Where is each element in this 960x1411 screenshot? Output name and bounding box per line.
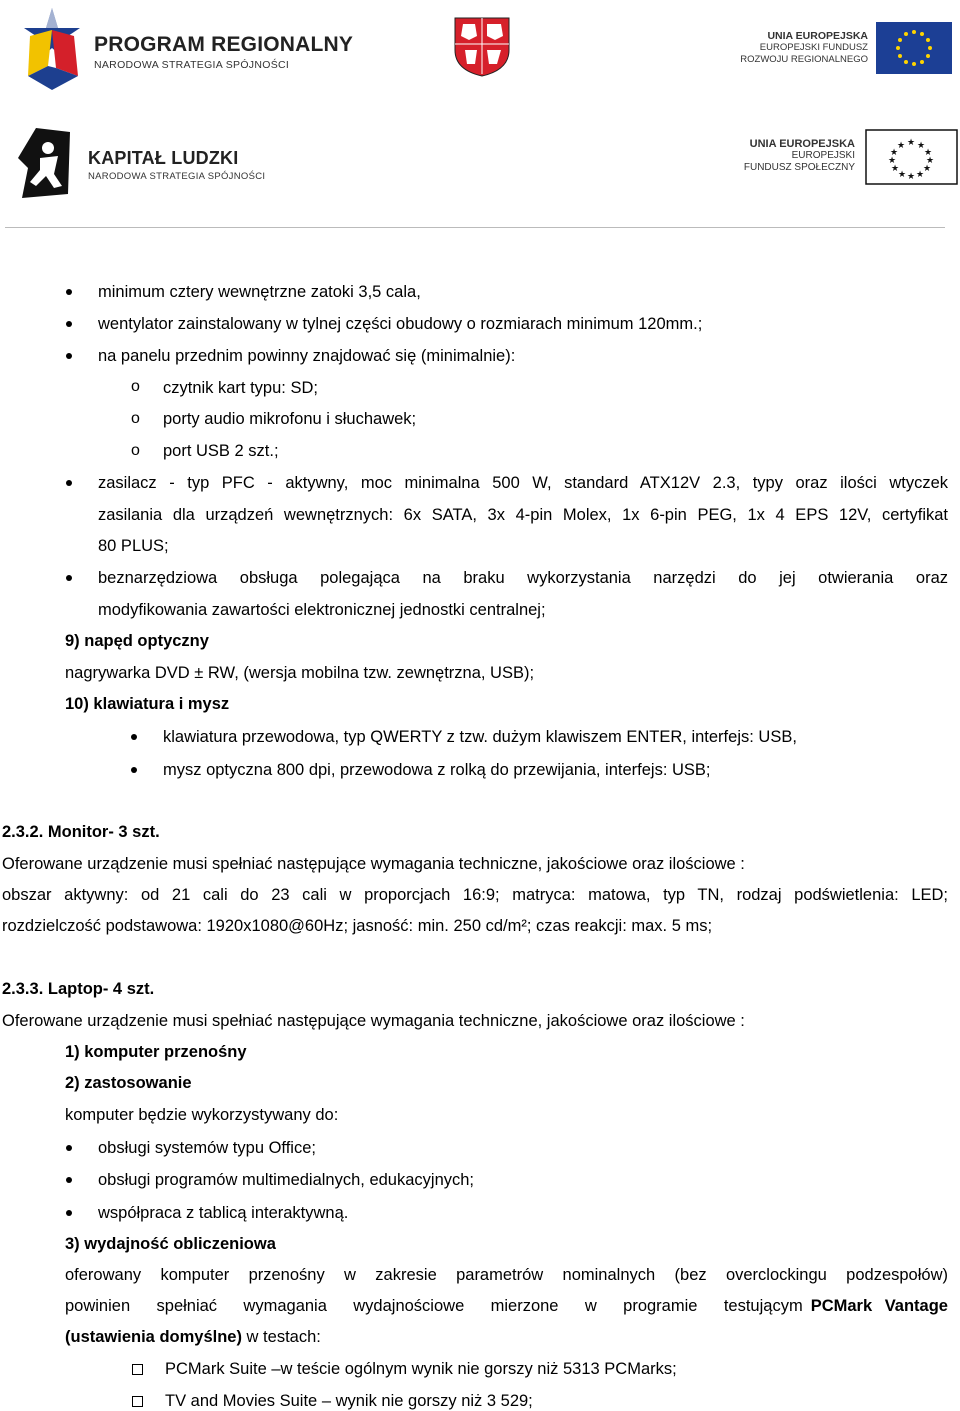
svg-text:★: ★ (889, 147, 899, 157)
list-item-line: 80 PLUS; (98, 537, 169, 555)
checkbox-square-icon (132, 1364, 143, 1375)
voivodeship-coat-of-arms-icon (453, 16, 511, 78)
paragraph-line: rozdzielczość podstawowa: 1920x1080@60Hz; jasność: min. 250 cd/m²; czas reakcji: max. 5 ms; (2, 917, 713, 935)
svg-text:★: ★ (925, 155, 935, 165)
kapital-ludzki-logo (18, 128, 265, 198)
paragraph-line (65, 1327, 321, 1347)
eu-esf-line2: EUROPEJSKI (791, 150, 855, 161)
svg-text:★: ★ (887, 155, 897, 165)
list-item-line: beznarzędziowa obsługa polegająca na braku wykorzystania narzędzi do jej otwierania oraz (98, 569, 948, 587)
program-subtitle: NARODOWA STRATEGIA SPÓJNOŚCI (94, 59, 290, 71)
program-regionalny-logo (22, 6, 353, 92)
subsection-heading: 2.3.3. Laptop- 4 szt. (2, 980, 155, 998)
subsection-heading: 2.3.2. Monitor- 3 szt. (2, 823, 160, 841)
paragraph: Oferowane urządzenie musi spełniać następujące wymagania techniczne, jakościowe oraz ilościowe : (2, 855, 745, 873)
eu-erdf-line2: EUROPEJSKI FUNDUSZ (759, 42, 868, 53)
bullet-dot (66, 321, 72, 327)
svg-text:★: ★ (923, 147, 933, 157)
sub-list-item: port USB 2 szt.; (163, 442, 279, 460)
test-item: PCMark Suite –w teście ogólnym wynik nie gorszy niż 5313 PCMarks; (165, 1360, 677, 1378)
eu-erdf-line3: ROZWOJU REGIONALNEGO (740, 54, 868, 65)
section-heading: 10) klawiatura i mysz (65, 695, 230, 713)
section-heading: 1) komputer przenośny (65, 1043, 247, 1061)
paragraph: nagrywarka DVD ± RW, (wersja mobilna tzw. zewnętrzna, USB); (65, 664, 535, 682)
bullet-dot (66, 353, 72, 359)
list-item: obsługi systemów typu Office; (98, 1139, 316, 1157)
paragraph-text: powinien spełniać wymagania wydajnościowe mierzone w programie testującym (65, 1297, 803, 1315)
paragraph: Oferowane urządzenie musi spełniać następujące wymagania techniczne, jakościowe oraz ilościowe : (2, 1012, 745, 1030)
list-item: klawiatura przewodowa, typ QWERTY z tzw. dużym klawiszem ENTER, interfejs: USB, (163, 728, 797, 746)
eu-flag-outline-icon (865, 129, 958, 185)
default-settings-label: (ustawienia domyślne) (65, 1328, 242, 1346)
paragraph: komputer będzie wykorzystywany do: (65, 1106, 339, 1124)
list-item: wentylator zainstalowany w tylnej części obudowy o rozmiarach minimum 120mm.; (98, 315, 703, 333)
bullet-dot (66, 289, 72, 295)
list-item-line: modyfikowania zawartości elektronicznej jednostki centralnej; (98, 601, 546, 619)
eu-esf-line3: FUNDUSZ SPOŁECZNY (743, 162, 855, 173)
bullet-dot (131, 734, 137, 740)
sub-list-item: czytnik kart typu: SD; (163, 379, 318, 397)
list-item: współpraca z tablicą interaktywną. (98, 1204, 349, 1222)
svg-text:★: ★ (896, 140, 906, 150)
svg-text:★: ★ (897, 169, 907, 179)
test-item: TV and Movies Suite – wynik nie gorszy niż 3 529; (165, 1392, 533, 1410)
eu-erdf-line1: UNIA EUROPEJSKA (767, 30, 868, 42)
svg-text:★: ★ (922, 163, 932, 173)
list-item: minimum cztery wewnętrzne zatoki 3,5 cala, (98, 283, 421, 301)
checkbox-square-icon (132, 1396, 143, 1407)
nss-star-icon (22, 6, 84, 92)
eu-esf-line1: UNIA EUROPEJSKA (749, 138, 855, 150)
bullet-dot (66, 1145, 72, 1151)
header-divider (5, 227, 945, 228)
list-item: na panelu przednim powinny znajdować się (minimalnie): (98, 347, 516, 365)
kapital-ludzki-figure-icon (18, 128, 72, 198)
sub-bullet-o: o (131, 378, 140, 395)
bullet-dot (66, 1177, 72, 1183)
header-logos-top (0, 0, 960, 100)
list-item: obsługi programów multimedialnych, edukacyjnych; (98, 1171, 475, 1189)
header-logos-bottom (0, 120, 960, 210)
bullet-dot (66, 1210, 72, 1216)
section-heading: 2) zastosowanie (65, 1074, 192, 1092)
list-item-line: zasilacz - typ PFC - aktywny, moc minimalna 500 W, standard ATX12V 2.3, typy oraz ilości wtyczek (98, 474, 948, 492)
svg-text:★: ★ (890, 163, 900, 173)
paragraph-line (65, 1296, 948, 1316)
eu-flag-icon (876, 22, 952, 74)
section-heading: 9) napęd optyczny (65, 632, 209, 650)
svg-text:★: ★ (915, 169, 925, 179)
svg-text:★: ★ (906, 137, 916, 147)
paragraph-line: oferowany komputer przenośny w zakresie parametrów nominalnych (bez overclockingu podzespołów) (65, 1266, 948, 1284)
eu-esf-text (712, 138, 855, 174)
kl-title: KAPITAŁ LUDZKI (88, 148, 239, 168)
list-item: mysz optyczna 800 dpi, przewodowa z rolką do przewijania, interfejs: USB; (163, 761, 711, 779)
eu-erdf-text (720, 30, 868, 66)
paragraph-line: obszar aktywny: od 21 cali do 23 cali w proporcjach 16:9; matryca: matowa, typ TN, rodzaj podświetlenia: LED; (2, 886, 948, 904)
sub-bullet-o: o (131, 410, 140, 427)
kl-subtitle: NARODOWA STRATEGIA SPÓJNOŚCI (88, 171, 266, 182)
sub-list-item: porty audio mikrofonu i słuchawek; (163, 410, 417, 428)
sub-bullet-o: o (131, 442, 140, 459)
benchmark-name: PCMark Vantage (810, 1297, 948, 1315)
list-item-line: zasilania dla urządzeń wewnętrznych: 6x SATA, 3x 4-pin Molex, 1x 6-pin PEG, 1x 4 EPS 12V, certyfikat (98, 506, 948, 524)
bullet-dot (66, 575, 72, 581)
program-title: PROGRAM REGIONALNY (94, 33, 354, 56)
section-heading: 3) wydajność obliczeniowa (65, 1235, 276, 1253)
bullet-dot (131, 767, 137, 773)
bullet-dot (66, 480, 72, 486)
svg-text:★: ★ (906, 171, 916, 181)
svg-text:★: ★ (916, 140, 926, 150)
paragraph-text: w testach: (241, 1328, 321, 1346)
